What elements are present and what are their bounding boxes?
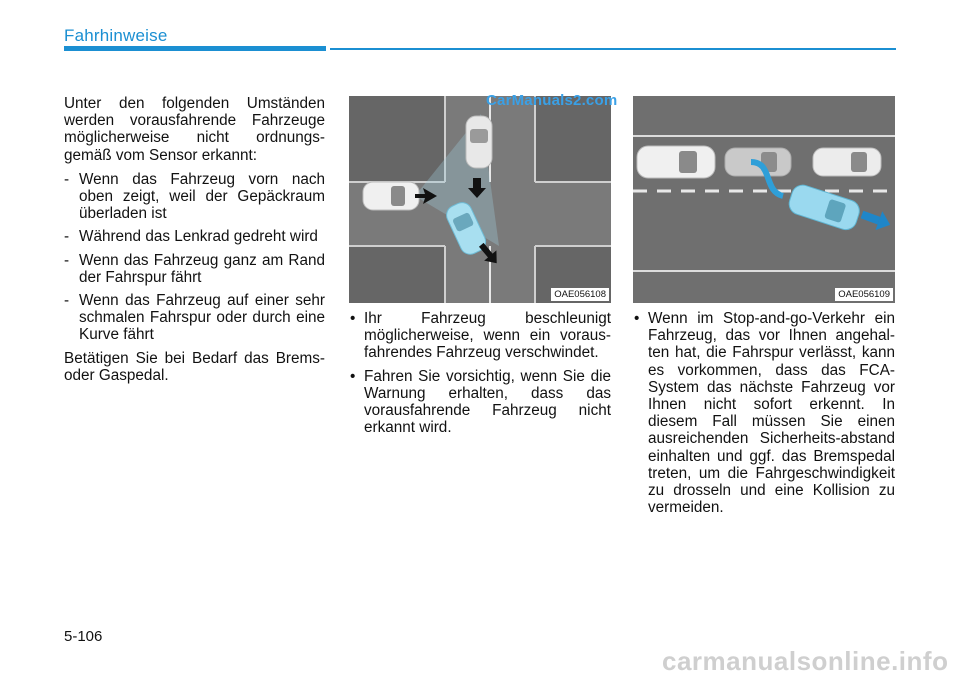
list-item-text: Wenn das Fahrzeug vorn nach oben zeigt, weil der Gepäckraum überladen ist: [79, 170, 325, 223]
outro-paragraph: Betätigen Sie bei Bedarf das Brems- oder Gaspedal.: [64, 349, 325, 384]
figure-code: OAE056108: [551, 288, 609, 301]
intro-paragraph: Unter den folgenden Umständen werden vorausfahrende Fahrzeuge möglicherweise nicht ordnungs-gemäß vom Sensor erkannt:: [64, 95, 325, 164]
stop-and-go-illustration: [633, 96, 895, 303]
figure-stop-and-go: [633, 96, 895, 303]
dash-marker: -: [64, 170, 70, 188]
dash-marker: -: [64, 251, 70, 269]
list-item-text: Wenn das Fahrzeug auf einer sehr schmalen Fahrspur oder durch eine Kurve fährt: [79, 292, 325, 344]
bullet-marker: •: [350, 310, 356, 327]
list-item-text: Während das Lenkrad gedreht wird: [79, 228, 318, 246]
column-1-text: [64, 95, 325, 384]
list-item: [64, 292, 325, 344]
watermark-top[interactable]: CarManuals2.com: [486, 92, 618, 109]
list-item: [349, 368, 611, 437]
list-item: [64, 171, 325, 223]
list-item-text: Ihr Fahrzeug beschleunigt möglicherweise, wenn ein voraus-fahrendes Fahrzeug verschwindet.: [364, 310, 611, 362]
header-rule-thin: [330, 48, 896, 50]
list-item: [64, 228, 325, 245]
header-rule-thick: [64, 46, 326, 51]
list-item: [633, 310, 895, 516]
page-number: 5-106: [64, 628, 103, 645]
bullet-marker: •: [350, 367, 356, 385]
dash-marker: -: [64, 228, 70, 246]
list-item: [349, 310, 611, 362]
column-2-text: [349, 310, 611, 442]
figure-code: OAE056109: [835, 288, 893, 301]
figure-intersection: [349, 96, 611, 303]
list-item-text: Wenn im Stop-and-go-Verkehr ein Fahrzeug, das vor Ihnen angehal-ten hat, die Fahrspur verlässt, kann es vorkommen, dass das FCA-System das nächste Fahrzeug vor Ihnen nicht sofort erkennt. In diesem Fall müssen Sie einen ausreichenden Sicherheits-abstand einhalten und ggf. das Bremspedal treten, um die Fahrgeschwindigkeit zu drosseln und eine Kollision zu vermeiden.: [648, 310, 895, 517]
list-item-text: Fahren Sie vorsichtig, wenn Sie die Warnung erhalten, dass das vorausfahrende Fahrzeug nicht erkannt wird.: [364, 367, 611, 437]
section-title: Fahrhinweise: [64, 26, 168, 45]
column-3-text: [633, 310, 895, 522]
dash-marker: -: [64, 292, 70, 310]
bullet-marker: •: [634, 310, 640, 327]
watermark-bottom: carmanualsonline.info: [662, 646, 949, 676]
intersection-illustration: [349, 96, 611, 303]
list-item-text: Wenn das Fahrzeug ganz am Rand der Fahrspur fährt: [79, 251, 325, 286]
list-item: [64, 252, 325, 286]
